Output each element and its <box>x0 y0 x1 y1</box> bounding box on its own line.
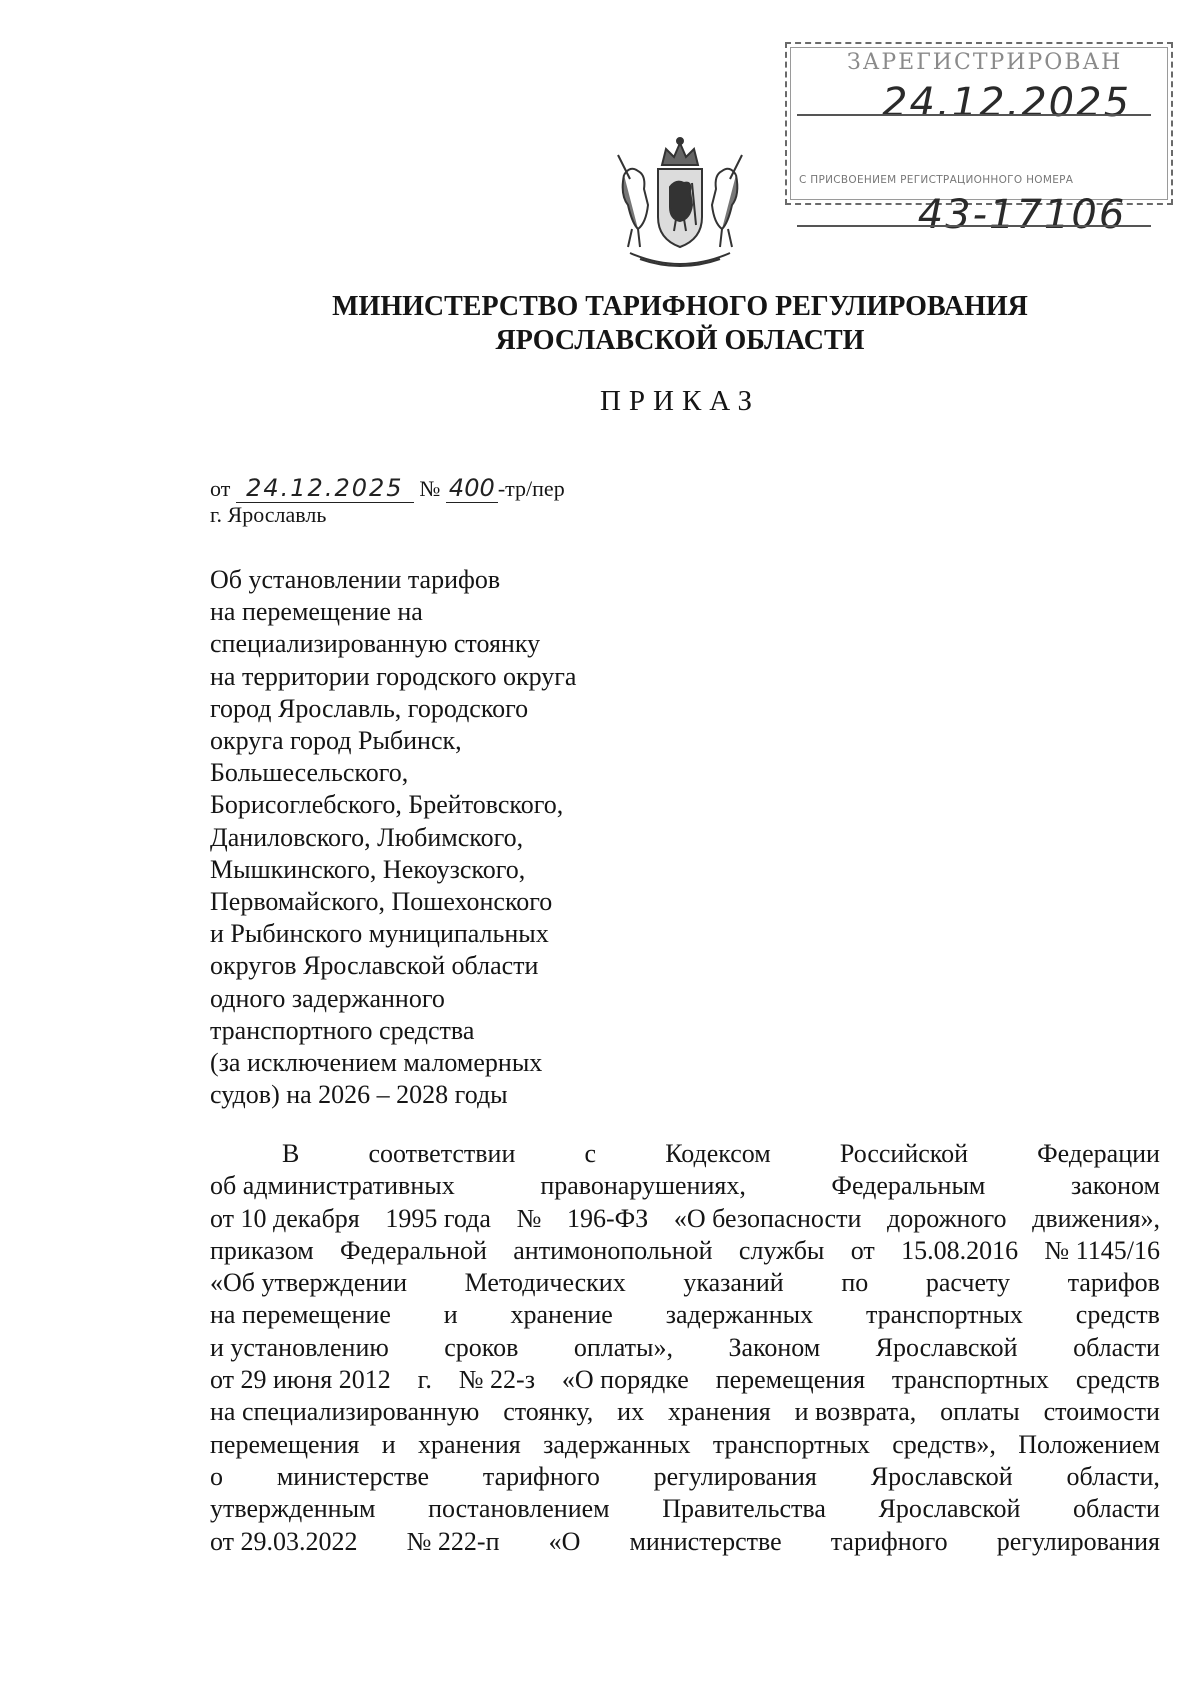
body-word: от 29 июня 2012 <box>210 1365 391 1395</box>
subject-line: судов) на 2026 – 2028 годы <box>210 1080 508 1110</box>
body-line <box>210 1267 1160 1299</box>
body-word: стоянку, <box>503 1397 594 1427</box>
body-word: «Об утверждении <box>210 1268 408 1298</box>
subject-line: Первомайского, Пошехонского <box>210 887 553 917</box>
body-line <box>210 1461 1160 1493</box>
body-word: постановлением <box>428 1494 610 1524</box>
body-word: 1995 года <box>385 1203 491 1233</box>
body-word: «О безопасности <box>673 1203 862 1233</box>
document-type: ПРИКАЗ <box>599 385 761 417</box>
body-word: г. <box>417 1365 432 1395</box>
order-line <box>210 474 565 503</box>
body-line <box>210 1526 1160 1558</box>
body-word: Федерации <box>1037 1139 1160 1168</box>
body-word: Ярославской <box>878 1494 1021 1524</box>
stamp-caption: С ПРИСВОЕНИЕМ РЕГИСТРАЦИОННОГО НОМЕРА <box>799 174 1074 186</box>
subject-line: на перемещение на <box>210 597 423 627</box>
subject-line: Мышкинского, Некоузского, <box>210 854 526 884</box>
body-line <box>210 1332 1160 1364</box>
body-word: перемещения <box>210 1429 360 1459</box>
order-prefix: от <box>210 476 231 501</box>
body-word: Федеральным <box>831 1171 986 1201</box>
subject-line: транспортного средства <box>210 1015 475 1045</box>
registration-stamp <box>785 42 1173 238</box>
body-word: Ярославской <box>875 1332 1018 1362</box>
body-word: и установлению <box>210 1332 389 1362</box>
body-word: с <box>584 1139 597 1168</box>
order-number-sign: № <box>419 476 441 501</box>
body-word: утвержденным <box>210 1494 376 1524</box>
body-word: и возврата, <box>794 1397 917 1427</box>
body-word: области <box>1073 1332 1160 1362</box>
body-word: Федеральной <box>340 1235 487 1265</box>
body-word: от 29.03.2022 <box>210 1526 358 1556</box>
subject-line: одного задержанного <box>210 983 445 1013</box>
body-word: хранения <box>667 1397 771 1427</box>
subject-line: (за исключением маломерных <box>210 1048 543 1078</box>
body-word: правонарушениях, <box>540 1171 746 1201</box>
body-word: на перемещение <box>210 1300 391 1330</box>
body-word: Положением <box>1018 1429 1160 1459</box>
organization-name <box>200 290 1160 358</box>
body-line <box>210 1170 1160 1202</box>
body-word: «О <box>548 1526 581 1556</box>
body-word: перемещения <box>715 1365 866 1395</box>
body-word: № 22-з <box>458 1365 535 1395</box>
body-word: оплаты <box>940 1397 1020 1427</box>
body-word: антимонопольной <box>513 1235 713 1265</box>
subject-line: на территории городского округа <box>210 661 577 691</box>
body-word: 15.08.2016 <box>901 1235 1019 1265</box>
stamp-number: 43-17106 <box>917 192 1127 238</box>
subject-line: Об установлении тарифов <box>210 565 501 594</box>
body-word: службы <box>738 1235 825 1265</box>
body-word: приказом <box>210 1235 314 1265</box>
order-city: г. Ярославль <box>210 502 327 527</box>
body-word: В <box>282 1139 300 1168</box>
body-word: средств», <box>892 1429 996 1459</box>
body-word: Кодексом <box>665 1139 771 1168</box>
body-word: об административных <box>210 1171 455 1201</box>
order-subject <box>210 564 630 1111</box>
body-word: дорожного <box>887 1203 1007 1233</box>
body-word: № <box>516 1203 542 1233</box>
body-word: сроков <box>444 1332 519 1362</box>
subject-line: специализированную стоянку <box>210 629 541 659</box>
body-line <box>210 1429 1160 1461</box>
body-word: задержанных <box>665 1300 814 1330</box>
body-line <box>210 1138 1160 1170</box>
body-word: и <box>443 1300 458 1330</box>
subject-line: округа город Рыбинск, <box>210 726 462 756</box>
body-word: Ярославской <box>870 1461 1013 1491</box>
body-word: средств <box>1075 1300 1160 1330</box>
body-word: № 222-п <box>406 1526 500 1556</box>
body-word: по <box>841 1268 869 1298</box>
body-word: «О порядке <box>561 1365 689 1395</box>
order-date: 24.12.2025 <box>236 474 414 503</box>
order-number: 400 <box>446 474 498 503</box>
yaroslavl-coat-of-arms-icon <box>610 135 750 280</box>
body-word: транспортных <box>865 1300 1023 1330</box>
body-word: Правительства <box>662 1494 826 1524</box>
body-word: на специализированную <box>210 1397 480 1427</box>
body-word: тарифов <box>1067 1268 1160 1298</box>
body-word: соответствии <box>368 1139 516 1168</box>
body-word: транспортных <box>891 1365 1049 1395</box>
body-line <box>210 1235 1160 1267</box>
body-word: от <box>850 1235 875 1265</box>
body-line <box>210 1396 1160 1428</box>
subject-line: Большесельского, <box>210 758 409 788</box>
body-word: от 10 декабря <box>210 1203 360 1233</box>
body-word: средств <box>1075 1365 1160 1395</box>
organization-name-line2: ЯРОСЛАВСКОЙ ОБЛАСТИ <box>495 325 865 356</box>
subject-line: Даниловского, Любимского, <box>210 822 524 852</box>
body-word: области <box>1073 1494 1160 1524</box>
order-suffix: -тр/пер <box>497 476 565 501</box>
body-word: их <box>617 1397 645 1427</box>
body-word: регулирования <box>653 1461 817 1491</box>
body-word: тарифного <box>830 1526 948 1556</box>
body-word: транспортных <box>712 1429 870 1459</box>
body-word: указаний <box>683 1268 784 1298</box>
body-word: области, <box>1066 1461 1160 1491</box>
body-word: хранение <box>510 1300 613 1330</box>
stamp-title: ЗАРЕГИСТРИРОВАН <box>847 50 1123 75</box>
body-word: законом <box>1070 1171 1160 1201</box>
body-word: стоимости <box>1043 1397 1160 1427</box>
organization-name-line1: МИНИСТЕРСТВО ТАРИФНОГО РЕГУЛИРОВАНИЯ <box>332 291 1028 322</box>
body-word: оплаты», <box>573 1332 673 1362</box>
body-word: Законом <box>728 1332 821 1362</box>
stamp-date: 24.12.2025 <box>882 80 1132 126</box>
order-body-text <box>210 1138 1160 1558</box>
body-line <box>210 1203 1160 1235</box>
body-word: расчету <box>925 1268 1011 1298</box>
subject-line: и Рыбинского муниципальных <box>210 919 549 949</box>
body-word: Методических <box>464 1268 626 1298</box>
body-line <box>210 1493 1160 1525</box>
body-word: движения», <box>1032 1203 1160 1233</box>
body-line <box>210 1364 1160 1396</box>
body-word: о <box>210 1461 223 1491</box>
body-word: и <box>381 1429 396 1459</box>
body-word: хранения <box>417 1429 521 1459</box>
body-word: министерстве <box>276 1461 430 1491</box>
body-word: № 1145/16 <box>1044 1235 1160 1265</box>
body-word: задержанных <box>543 1429 691 1459</box>
body-word: министерстве <box>629 1526 782 1556</box>
subject-line: округов Ярославской области <box>210 951 539 981</box>
body-line <box>210 1299 1160 1331</box>
body-word: регулирования <box>996 1526 1160 1556</box>
subject-line: Борисоглебского, Брейтовского, <box>210 790 564 820</box>
body-word: Российской <box>839 1139 969 1168</box>
subject-line: город Ярославль, городского <box>210 693 529 723</box>
body-word: 196-ФЗ <box>567 1203 649 1233</box>
body-word: тарифного <box>482 1461 600 1491</box>
